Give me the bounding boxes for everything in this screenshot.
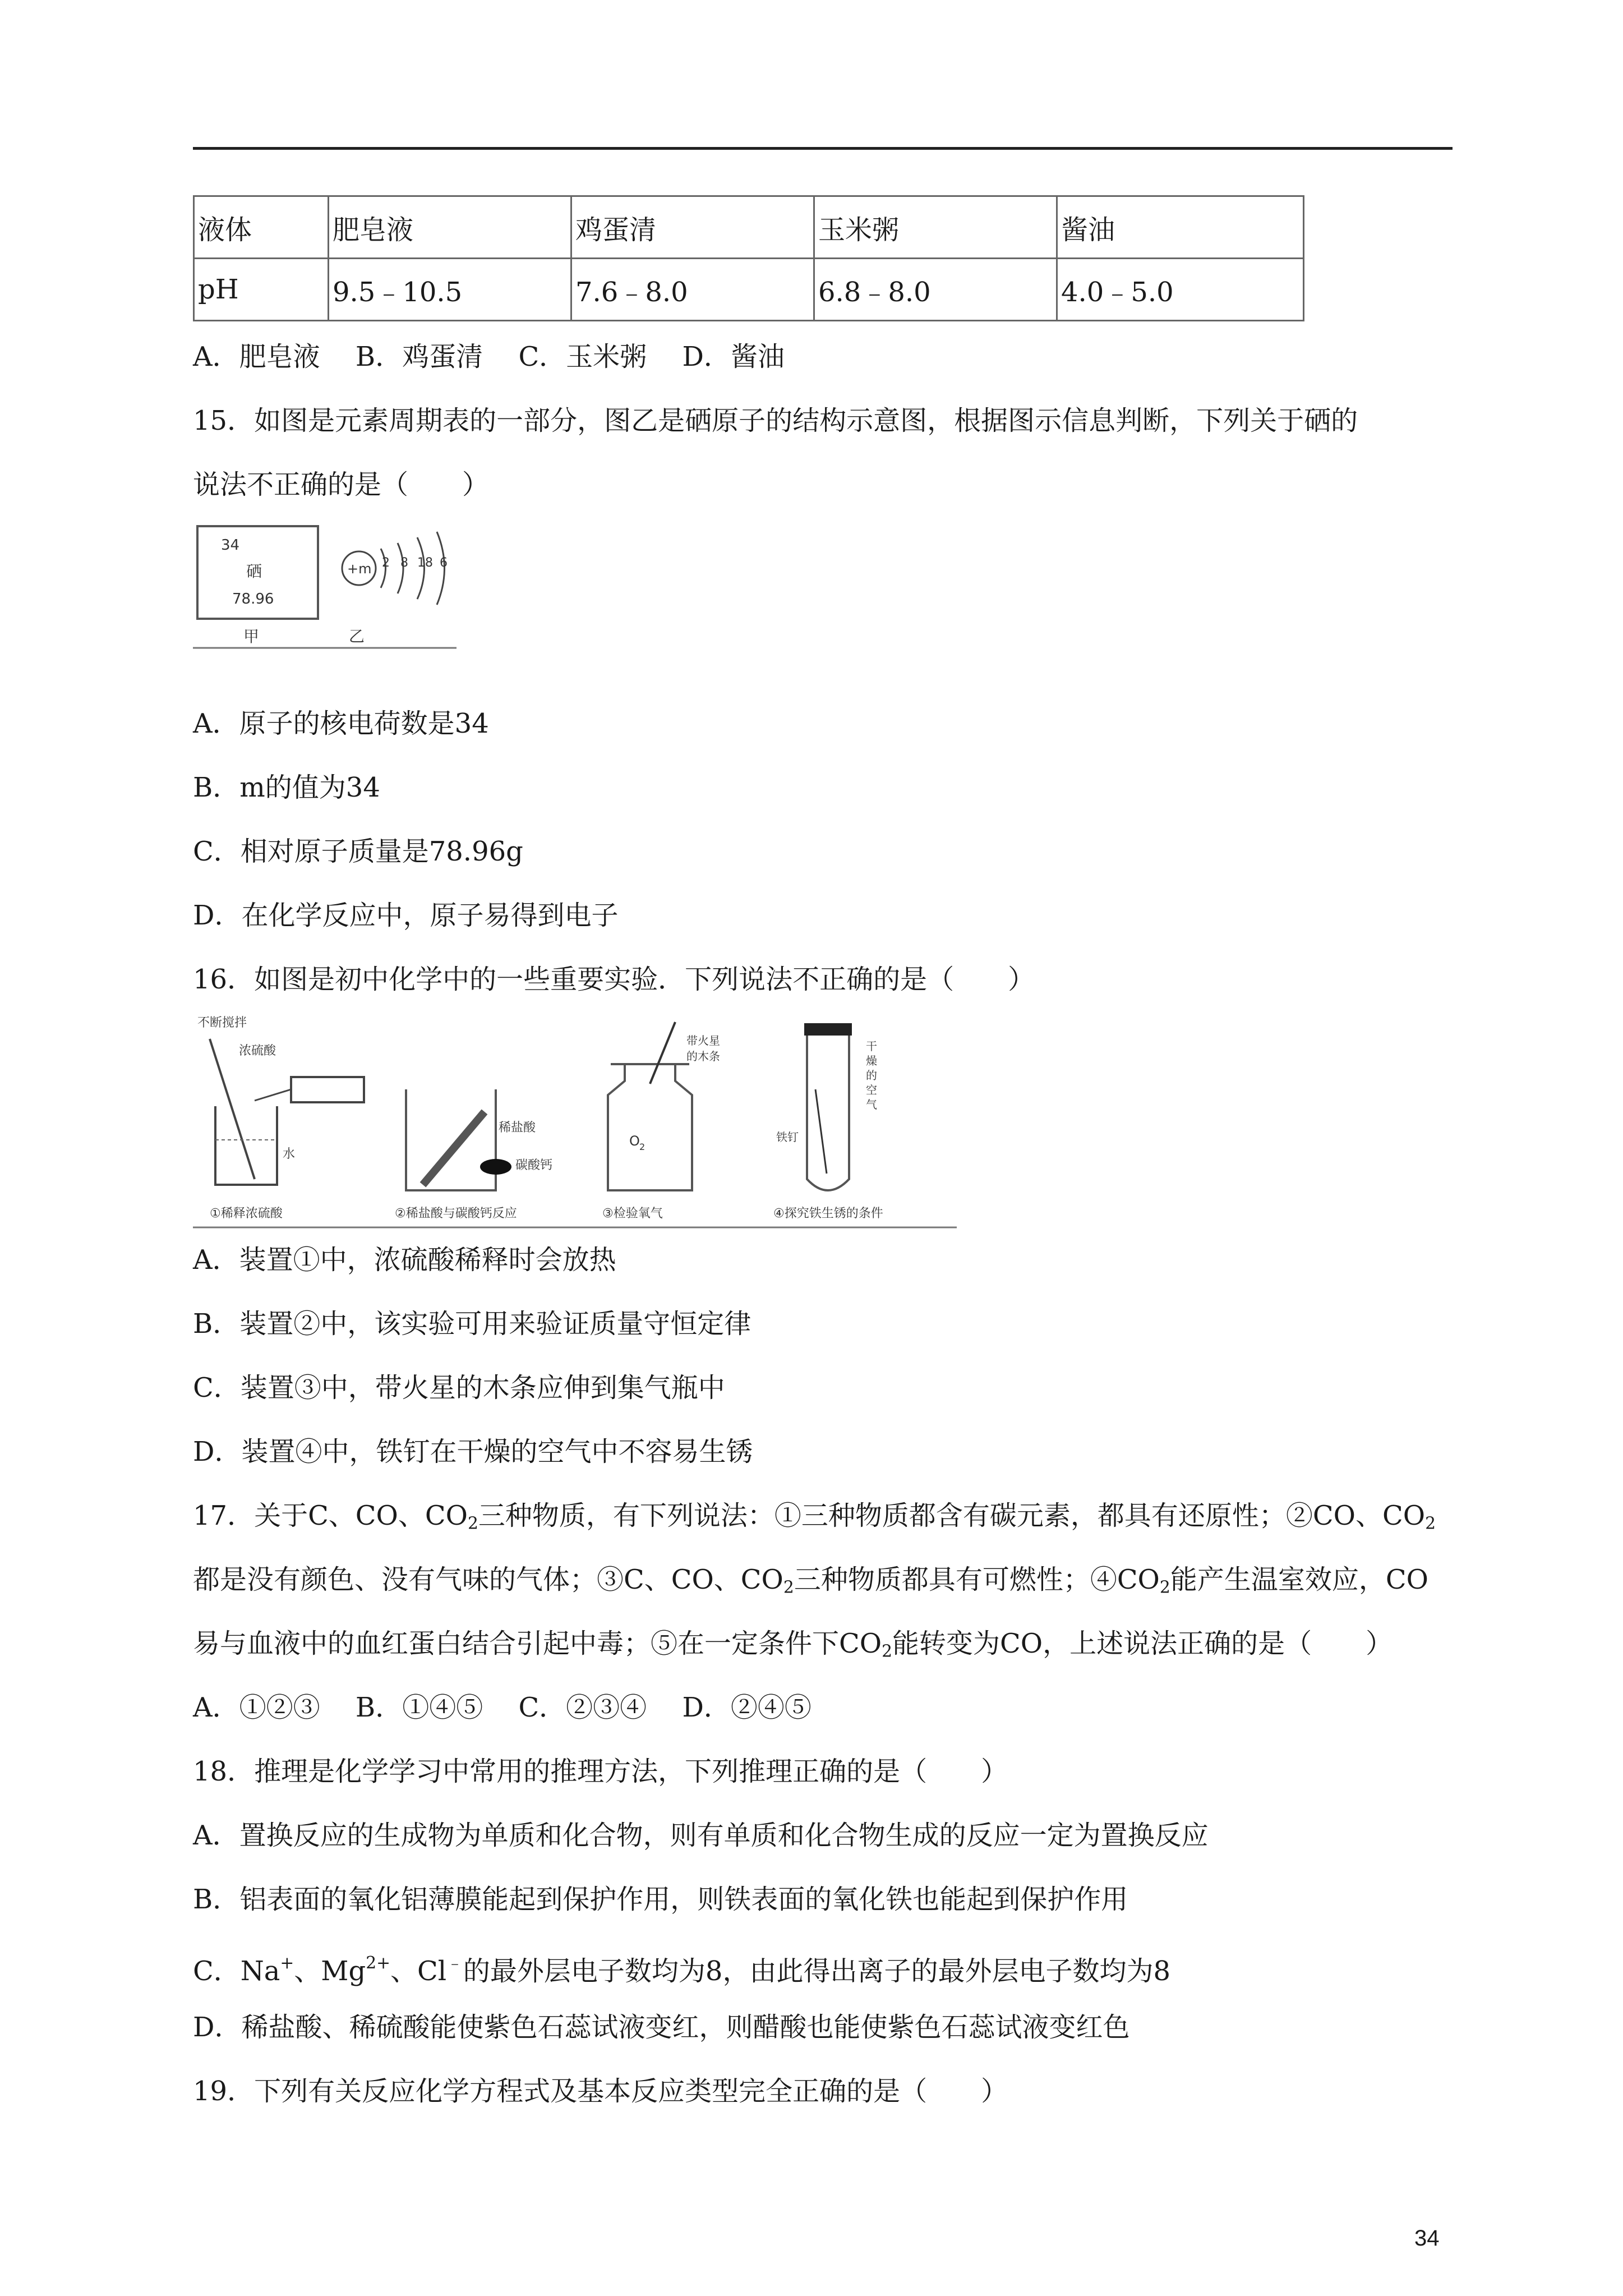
table-cell: 肥皂液 xyxy=(329,196,571,259)
label-acid: 浓硫酸 xyxy=(239,1044,276,1058)
nucleus-charge: +m xyxy=(347,561,372,577)
shell-count: 6 xyxy=(440,556,448,570)
table-cell: 液体 xyxy=(194,196,329,259)
superscript: 2+ xyxy=(366,1953,391,1973)
q16-stem: 16．如图是初中化学中的一些重要实验．下列说法不正确的是（ ） xyxy=(193,964,1035,995)
q15-option-b: B．m的值为34 xyxy=(193,772,380,803)
q17-line3 xyxy=(193,1628,1393,1667)
caption-3: ③检验氧气 xyxy=(602,1207,663,1221)
q18-option-a: A．置换反应的生成物为单质和化合物，则有单质和化合物生成的反应一定为置换反应 xyxy=(193,1820,1209,1851)
table-cell: 酱油 xyxy=(1057,196,1304,259)
text-span: 能转变为CO，上述说法正确的是（ ） xyxy=(892,1628,1393,1659)
label-o2-sub: 2 xyxy=(639,1142,645,1152)
superscript: + xyxy=(280,1953,294,1973)
text-span: 都是没有颜色、没有气味的气体；③C、CO、CO xyxy=(193,1564,783,1595)
label-jia: 甲 xyxy=(243,627,260,646)
table-cell: 7.6﹣8.0 xyxy=(571,259,814,321)
pour-stream xyxy=(255,1089,291,1101)
q16-option-d: D．装置④中，铁钉在干燥的空气中不容易生锈 xyxy=(193,1436,753,1467)
text-span: 三种物质，有下列说法：①三种物质都含有碳元素，都具有还原性；②CO、CO xyxy=(478,1500,1426,1531)
text-span: 的最外层电子数均为8，由此得出离子的最外层电子数均为8 xyxy=(463,1955,1170,1987)
label-splint-b: 的木条 xyxy=(686,1050,720,1063)
label-nail: 铁钉 xyxy=(776,1130,799,1144)
element-name: 硒 xyxy=(246,562,262,581)
table-row xyxy=(194,259,1304,321)
test-tube-tilted xyxy=(423,1112,485,1185)
text-span: 三种物质都具有可燃性；④CO xyxy=(794,1564,1160,1595)
label-dry: 燥 xyxy=(866,1054,877,1068)
ph-table xyxy=(193,195,1304,321)
subscript: 2 xyxy=(1425,1513,1436,1534)
page-number: 34 xyxy=(1414,2226,1440,2251)
text-span: 易与血液中的血红蛋白结合引起中毒；⑤在一定条件下CO xyxy=(193,1628,882,1659)
test-tube xyxy=(807,1036,849,1190)
table-cell: 4.0﹣5.0 xyxy=(1057,259,1304,321)
q18-option-d: D．稀盐酸、稀硫酸能使紫色石蕊试液变红，则醋酸也能使紫色石蕊试液变红色 xyxy=(193,2012,1130,2043)
label-dry: 干 xyxy=(866,1039,877,1053)
label-splint-a: 带火星 xyxy=(686,1034,720,1047)
subscript: 2 xyxy=(1159,1577,1170,1598)
q16-option-c: C．装置③中，带火星的木条应伸到集气瓶中 xyxy=(193,1372,725,1404)
q17-line2 xyxy=(193,1564,1428,1603)
q17-options: A．①②③ B．①④⑤ C．②③④ D．②④⑤ xyxy=(193,1692,811,1723)
text-span: C．Na xyxy=(193,1955,280,1987)
table-cell: 6.8﹣8.0 xyxy=(814,259,1057,321)
beaker-2 xyxy=(406,1089,496,1190)
label-water: 水 xyxy=(283,1147,296,1161)
caption-2: ②稀盐酸与碳酸钙反应 xyxy=(395,1207,517,1221)
table-cell: 9.5﹣10.5 xyxy=(329,259,571,321)
stopper xyxy=(804,1023,852,1036)
q18-stem: 18．推理是化学学习中常用的推理方法，下列推理正确的是（ ） xyxy=(193,1756,1008,1787)
table-cell: pH xyxy=(194,259,329,321)
text-span: 、Mg xyxy=(294,1955,366,1987)
text-span: 、Cl xyxy=(390,1955,447,1987)
text-span: 17．关于C、CO、CO xyxy=(193,1500,468,1531)
shell-count: 8 xyxy=(400,556,408,570)
subscript: 2 xyxy=(467,1513,478,1534)
caption-4: ④探究铁生锈的条件 xyxy=(773,1207,883,1221)
caption-1: ①稀释浓硫酸 xyxy=(210,1207,283,1221)
q18-option-b: B．铝表面的氧化铝薄膜能起到保护作用，则铁表面的氧化铁也能起到保护作用 xyxy=(193,1884,1128,1915)
q15-option-a: A．原子的核电荷数是34 xyxy=(193,708,489,739)
iron-nail xyxy=(815,1089,827,1174)
label-dry: 空 xyxy=(866,1083,877,1097)
label-o2: O xyxy=(629,1133,640,1149)
q16-option-b: B．装置②中，该实验可用来验证质量守恒定律 xyxy=(193,1308,751,1340)
header-rule xyxy=(193,147,1453,150)
beaker-1 xyxy=(215,1106,277,1185)
table-cell: 鸡蛋清 xyxy=(571,196,814,259)
acid-bottle xyxy=(291,1077,364,1102)
q18-option-c xyxy=(193,1948,1170,1987)
subscript: 2 xyxy=(882,1641,893,1662)
table-row xyxy=(194,196,1304,259)
superscript: ﹣ xyxy=(446,1953,463,1973)
q15-stem-line2: 说法不正确的是（ ） xyxy=(193,469,490,500)
q16-option-a: A．装置①中，浓硫酸稀释时会放热 xyxy=(193,1244,616,1276)
q15-stem-line1: 15．如图是元素周期表的一部分，图乙是硒原子的结构示意图，根据图示信息判断，下列关于硒的 xyxy=(193,405,1358,436)
caco3-lump xyxy=(480,1159,511,1175)
label-dry: 气 xyxy=(866,1098,877,1111)
label-yi: 乙 xyxy=(349,627,365,646)
label-stir: 不断搅拌 xyxy=(197,1016,247,1030)
q19-stem: 19．下列有关反应化学方程式及基本反应类型完全正确的是（ ） xyxy=(193,2076,1008,2107)
shell-count: 18 xyxy=(417,556,433,570)
atomic-mass: 78.96 xyxy=(232,591,274,608)
q15-option-d: D．在化学反应中，原子易得到电子 xyxy=(193,900,619,931)
label-hcl: 稀盐酸 xyxy=(499,1121,536,1135)
label-dry: 的 xyxy=(866,1069,877,1082)
atomic-number: 34 xyxy=(221,537,240,554)
table-cell: 玉米粥 xyxy=(814,196,1057,259)
wood-splint xyxy=(650,1022,675,1084)
q14-options: A．肥皂液 B．鸡蛋清 C．玉米粥 D．酱油 xyxy=(193,341,785,372)
subscript: 2 xyxy=(783,1577,794,1598)
q16-figure xyxy=(193,1011,957,1230)
shell-count: 2 xyxy=(382,556,390,570)
text-span: 能产生温室效应，CO xyxy=(1170,1564,1428,1595)
q15-option-c: C．相对原子质量是78.96g xyxy=(193,836,523,867)
label-caco3: 碳酸钙 xyxy=(515,1158,553,1172)
q15-figure xyxy=(193,515,457,650)
q17-line1 xyxy=(193,1500,1436,1539)
